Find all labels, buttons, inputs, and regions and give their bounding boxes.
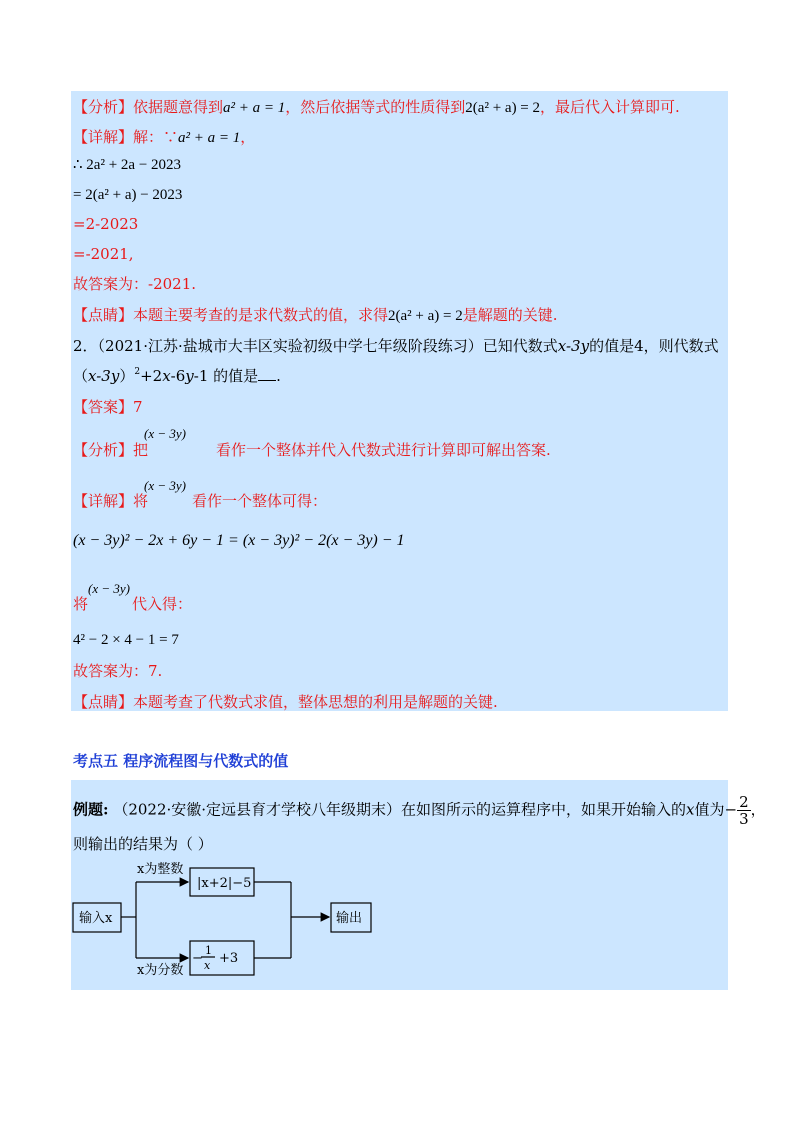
example-variable: x [686,800,695,819]
problem-term-2: -6 [170,367,186,385]
step-3-text: =2-2023 [73,215,139,233]
analysis-equation-1: a² + a = 1 [223,100,286,116]
analysis-text-1: 把 [133,441,149,459]
final-text: 故答案为：7. [73,662,163,680]
detail-equation: a² + a = 1 [178,130,241,146]
answer-value: 7 [133,398,143,416]
detail-tag: 【详解】 [73,128,134,146]
example-text-3: 则输出的结果为（ ） [73,835,213,853]
output-label: 输出 [336,911,363,926]
problem-expression: x-3y [557,337,590,355]
answer-text: 故答案为：-2021. [73,275,197,293]
minus-sign: − [192,951,203,966]
detail-comma: ， [240,128,256,146]
comment-text-2: 是解题的关键. [462,306,558,324]
comment-tag: 【点睛】 [73,693,134,711]
comment-equation: 2(a² + a) = 2 [388,308,463,324]
section-heading: 考点五 程序流程图与代数式的值 [73,752,289,770]
input-label: 输入x [79,911,113,926]
step-4-text: =-2021, [73,245,134,263]
subst-text-2: 代入得： [132,595,193,613]
example-text-1: （2022·安徽·定远县育才学校八年级期末）在如图所示的运算程序中，如果开始输入的 [113,800,687,819]
fraction-denominator: 3 [739,810,749,828]
analysis-text-1: 依据题意得到 [133,98,224,116]
comment-tag: 【点睛】 [73,306,134,324]
calc-text: 4² − 2 × 4 − 1 = 7 [73,632,179,648]
analysis-text-2: 看作一个整体并代入代数式进行计算即可解出答案. [216,441,551,459]
upper-branch-label: x为整数 [137,862,184,877]
detail-text-1: 将 [133,492,149,510]
detail-text-2: 看作一个整体可得： [192,492,328,510]
subst-text-1: 将 [73,595,89,613]
analysis-equation-2: 2(a² + a) = 2 [465,100,541,116]
example-line-1: 例题: （2022·安徽·定远县育才学校八年级期末）在如图所示的运算程序中，如果开始输入的x值为− $\frac{2}{3}$ ， [73,793,766,828]
problem-value: 4 [634,337,644,355]
lower-branch-label: x为分数 [137,963,184,978]
problem-period: . [276,367,281,385]
comment-text-1: 本题主要考查的是求代数式的值，求得 [133,306,389,324]
lower-formula-rest: +3 [219,951,239,966]
upper-formula: |x+2|−5 [197,876,252,891]
step-2-text: = 2(a² + a) − 2023 [73,187,183,203]
detail-text: 解：∵ [133,128,179,146]
paren-open: （ [73,367,89,385]
step-1-text: ∴ 2a² + 2a − 2023 [73,157,182,173]
fraction-numerator: 2 [739,793,749,811]
example-text-2: 值为 [694,800,725,819]
problem-term-1: +2 [140,367,163,385]
problem-text-1: 2．（2021·江苏·盐城市大丰区实验初级中学七年级阶段练习）已知代数式 [73,337,558,355]
q2-problem-line-2: $(x-3y)^2+2x-6y-1$ 的值是 . [73,367,281,385]
answer-tag: 【答案】 [73,398,134,416]
paren-close: ） [119,367,135,385]
comment-text: 本题考查了代数式求值，整体思想的利用是解题的关键. [133,693,498,711]
example-tag: 例题: [73,800,109,819]
analysis-text-2: ，然后依据等式的性质得到 [285,98,466,116]
analysis-tag: 【分析】 [73,441,134,459]
problem-text-3: ，则代数式 [643,337,719,355]
problem-text-4: -1 的值是 [193,367,259,385]
equation-text: (x − 3y)² − 2x + 6y − 1 = (x − 3y)² − 2(x − 3y) − 1 [73,532,405,549]
lower-formula-numerator: 1 [205,944,212,957]
problem-text-2: 的值是 [589,337,635,355]
detail-tag: 【详解】 [73,492,134,510]
analysis-tag: 【分析】 [73,98,134,116]
problem-expression-2: x-3y [88,367,120,385]
detail-expression: (x − 3y) [144,478,186,493]
subst-expression: (x − 3y) [88,581,130,596]
analysis-text-3: ，最后代入计算即可. [540,98,680,116]
lower-formula-denominator: x [204,959,211,972]
analysis-expression: (x − 3y) [144,426,186,441]
